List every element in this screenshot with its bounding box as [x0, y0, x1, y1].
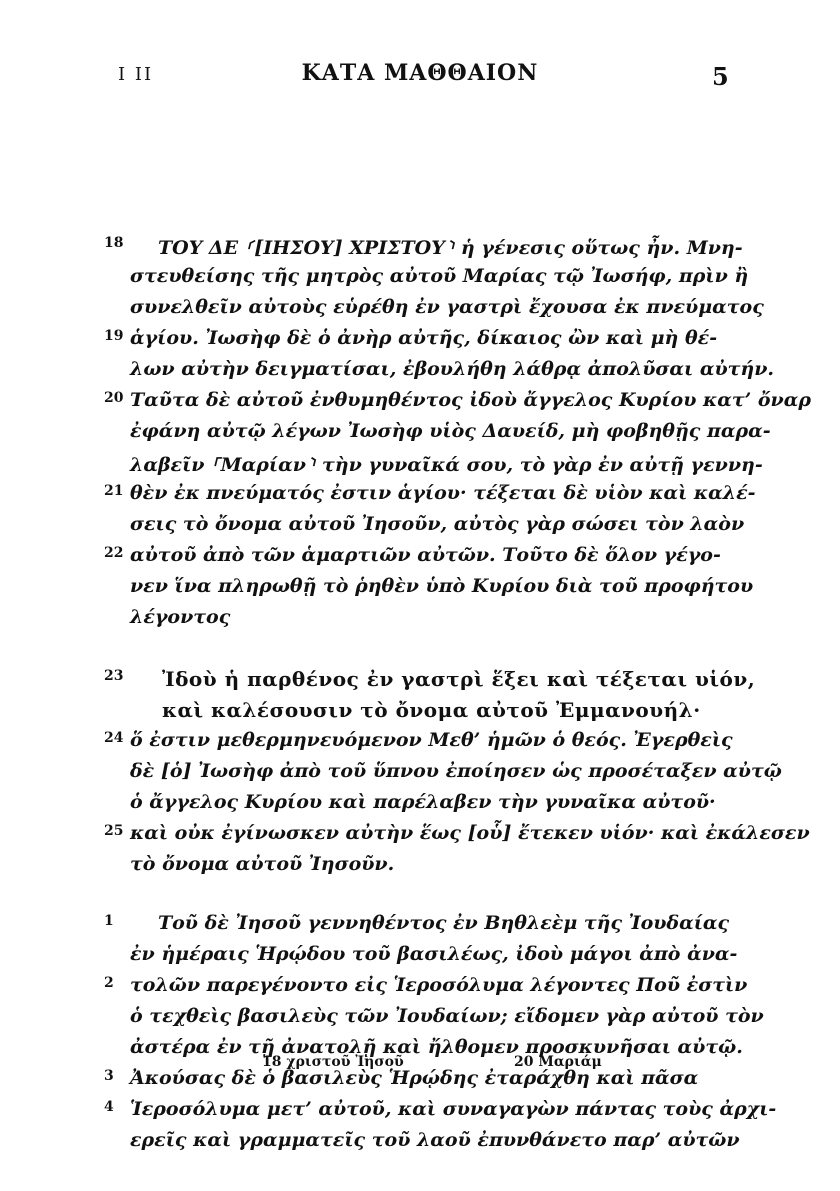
verse-text: ἐφάνη αὐτῷ λέγων Ἰωσὴφ υἱὸς Δαυείδ, μὴ φοβηθῇς παρα- — [130, 420, 771, 442]
verse-number: 22 — [104, 545, 124, 561]
verse-text: στευθείσης τῆς μητρὸς αὐτοῦ Μαρίας τῷ Ἰωσήφ, πρὶν ἢ — [130, 265, 749, 287]
verse-text: λαβεῖν ⸀Μαρίαν⸃ τὴν γυναῖκά σου, τὸ γὰρ ἐν αὐτῇ γεννη- — [130, 454, 763, 476]
text-line — [0, 420, 840, 451]
verse-number: 20 — [104, 390, 124, 406]
verse-number: 18 — [104, 235, 124, 251]
verse-number: 21 — [104, 483, 124, 499]
text-line — [0, 974, 840, 1005]
text-line — [0, 698, 840, 729]
verse-text: Ἱεροσόλυμα μετ’ αὐτοῦ, καὶ συναγαγὼν πάντας τοὺς ἀρχι- — [130, 1098, 777, 1120]
verse-text: συνελθεῖν αὐτοὺς εὑρέθη ἐν γαστρὶ ἔχουσα ἐκ πνεύματος — [130, 296, 764, 318]
text-line — [0, 389, 840, 420]
text-line — [0, 1098, 840, 1129]
text-line — [0, 912, 840, 943]
verse-text: ὁ ἄγγελος Κυρίου καὶ παρέλαβεν τὴν γυναῖκα αὐτοῦ· — [130, 791, 716, 813]
text-line — [0, 544, 840, 575]
verse-text: θὲν ἐκ πνεύματός ἐστιν ἁγίου· τέξεται δὲ υἱὸν καὶ καλέ- — [130, 482, 756, 504]
verse-number: 25 — [104, 823, 124, 839]
text-line — [0, 265, 840, 296]
prophetic-quotation — [0, 667, 840, 729]
text-line — [0, 667, 840, 698]
verse-number: 23 — [104, 668, 124, 684]
verse-number: 3 — [104, 1068, 114, 1084]
passage-matthew-1-24-25 — [0, 729, 840, 884]
verse-text: Ἰδοὺ ἡ παρθένος ἐν γαστρὶ ἕξει καὶ τέξεται υἱόν, — [162, 667, 756, 691]
verse-number: 2 — [104, 975, 114, 991]
verse-text: ὁ τεχθεὶς βασιλεὺς τῶν Ἰουδαίων; εἴδομεν γὰρ αὐτοῦ τὸν — [130, 1005, 764, 1027]
footnote: 20 Μαριάμ — [514, 1054, 602, 1070]
text-line — [0, 358, 840, 389]
verse-number: 4 — [104, 1099, 114, 1115]
verse-text: Ταῦτα δὲ αὐτοῦ ἐνθυμηθέντος ἰδοὺ ἄγγελος Κυρίου κατ’ ὄναρ — [130, 389, 811, 411]
book-title: ΚΑΤΑ ΜΑΘΘΑΙΟΝ — [301, 60, 539, 86]
footnote: 18 χριστοῦ Ἰησοῦ — [262, 1054, 404, 1070]
text-line — [0, 606, 840, 637]
text-line — [0, 943, 840, 974]
verse-text: καὶ καλέσουσιν τὸ ὄνομα αὐτοῦ Ἐμμανουήλ· — [162, 698, 701, 722]
text-line — [0, 853, 840, 884]
text-line — [0, 451, 840, 482]
chapter-range: I II — [118, 64, 154, 85]
page-number: 5 — [712, 62, 729, 91]
verse-text: ἀστέρα ἐν τῇ ἀνατολῇ καὶ ἤλθομεν προσκυνῆσαι αὐτῷ. — [130, 1036, 743, 1058]
text-line — [0, 296, 840, 327]
page-header — [0, 60, 840, 94]
text-line — [0, 822, 840, 853]
verse-text: νεν ἵνα πληρωθῇ τὸ ῥηθὲν ὑπὸ Κυρίου διὰ τοῦ προφήτου — [130, 575, 754, 597]
text-line — [0, 234, 840, 265]
footnotes — [0, 1054, 840, 1078]
verse-text: ΤΟΥ ΔΕ ⸂[ΙΗΣΟΥ] ΧΡΙΣΤΟΥ⸃ ἡ γένεσις οὕτως ἦν. Μνη- — [158, 237, 743, 259]
verse-text: λέγοντος — [130, 606, 231, 628]
text-line — [0, 760, 840, 791]
main-text — [0, 234, 840, 1160]
verse-text: τολῶν παρεγένοντο εἰς Ἱεροσόλυμα λέγοντες Ποῦ ἐστὶν — [130, 974, 748, 996]
text-line — [0, 327, 840, 358]
verse-text: Τοῦ δὲ Ἰησοῦ γεννηθέντος ἐν Βηθλεὲμ τῆς Ἰουδαίας — [158, 912, 730, 934]
text-line — [0, 575, 840, 606]
verse-text: ὅ ἐστιν μεθερμηνευόμενον Μεθ’ ἡμῶν ὁ θεός. Ἐγερθεὶς — [130, 729, 733, 751]
text-line — [0, 513, 840, 544]
text-line — [0, 1129, 840, 1160]
text-line — [0, 482, 840, 513]
verse-text: ερεῖς καὶ γραμματεῖς τοῦ λαοῦ ἐπυνθάνετο παρ’ αὐτῶν — [130, 1129, 740, 1151]
verse-number: 1 — [104, 913, 114, 929]
verse-text: αὐτοῦ ἀπὸ τῶν ἁμαρτιῶν αὐτῶν. Τοῦτο δὲ ὅλον γέγο- — [130, 544, 721, 566]
text-line — [0, 1005, 840, 1036]
verse-text: καὶ οὐκ ἐγίνωσκεν αὐτὴν ἕως [οὗ] ἔτεκεν υἱόν· καὶ ἐκάλεσεν — [130, 822, 810, 844]
verse-text: τὸ ὄνομα αὐτοῦ Ἰησοῦν. — [130, 853, 395, 875]
verse-text: Ἀκούσας δὲ ὁ βασιλεὺς Ἡρῴδης ἐταράχθη καὶ πᾶσα — [130, 1067, 699, 1089]
verse-text: δὲ [ὁ] Ἰωσὴφ ἀπὸ τοῦ ὕπνου ἐποίησεν ὡς προσέταξεν αὐτῷ — [130, 760, 782, 782]
passage-matthew-1-18-22 — [0, 234, 840, 637]
verse-text: ἐν ἡμέραις Ἡρῴδου τοῦ βασιλέως, ἰδοὺ μάγοι ἀπὸ ἀνα- — [130, 943, 738, 965]
verse-text: ἁγίου. Ἰωσὴφ δὲ ὁ ἀνὴρ αὐτῆς, δίκαιος ὢν καὶ μὴ θέ- — [130, 327, 718, 349]
passage-matthew-2-1-4 — [0, 912, 840, 1160]
verse-number: 24 — [104, 730, 124, 746]
verse-text: σεις τὸ ὄνομα αὐτοῦ Ἰησοῦν, αὐτὸς γὰρ σώσει τὸν λαὸν — [130, 513, 745, 535]
text-line — [0, 729, 840, 760]
verse-text: λων αὐτὴν δειγματίσαι, ἐβουλήθη λάθρᾳ ἀπολῦσαι αὐτήν. — [130, 358, 775, 380]
verse-number: 19 — [104, 328, 124, 344]
text-line — [0, 791, 840, 822]
